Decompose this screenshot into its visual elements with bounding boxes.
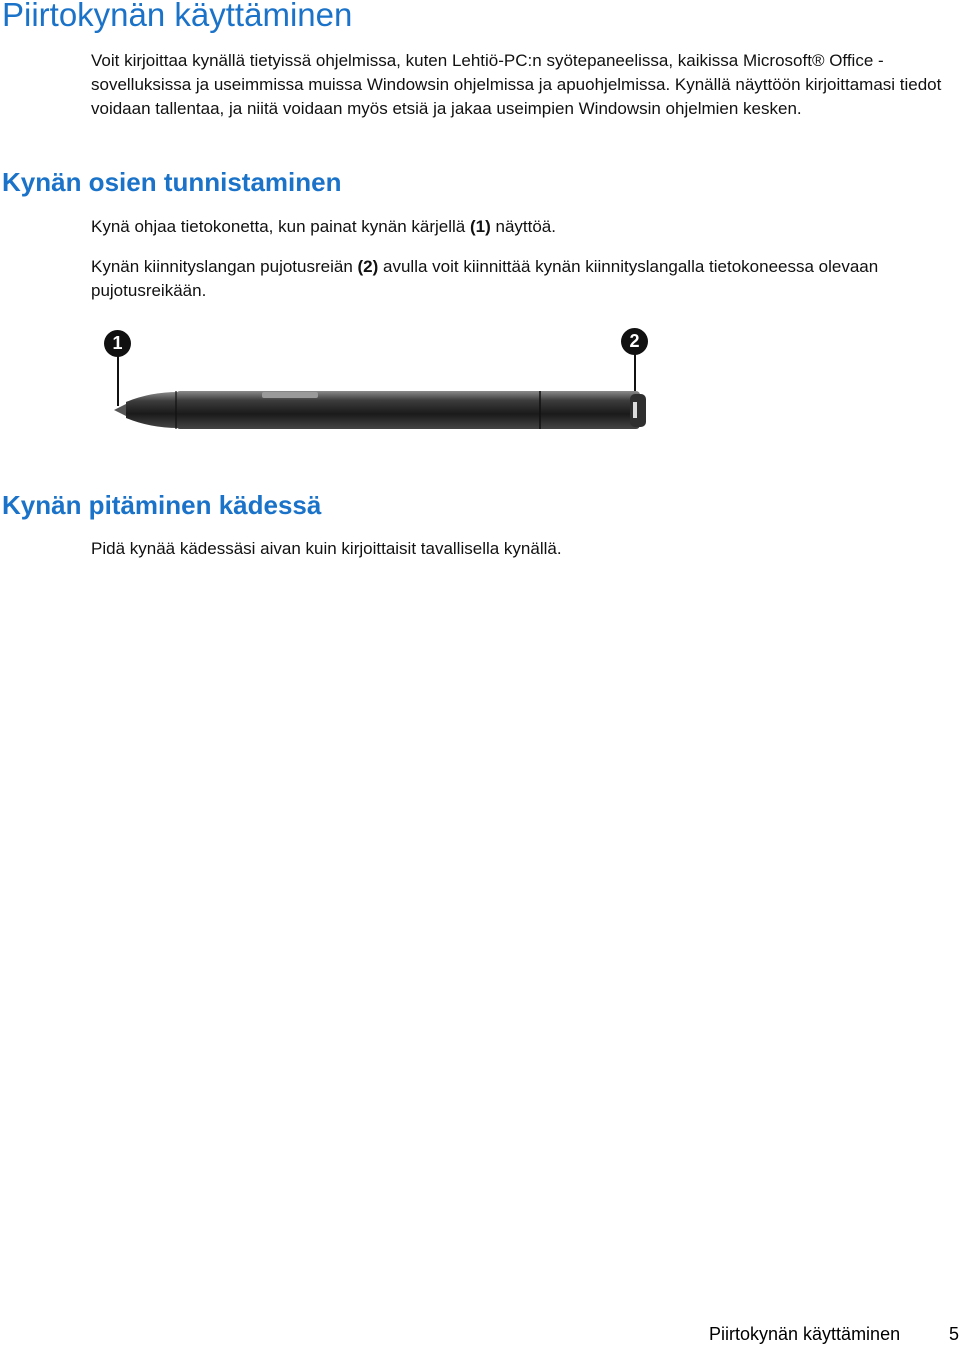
callout-ref-2: (2)	[357, 257, 379, 276]
pen-nose	[126, 392, 178, 428]
pen-illustration	[0, 320, 700, 450]
footer-title: Piirtokynän käyttäminen	[709, 1324, 901, 1344]
holding-pen-paragraph: Pidä kynää kädessäsi aivan kuin kirjoittaisit tavallisella kynällä.	[91, 539, 562, 558]
pen-button	[262, 392, 318, 398]
page-number: 5	[949, 1324, 960, 1344]
text: avulla voit kiinnittää kynän kiinnityslangalla tietokoneessa olevaan pujotusreikään.	[91, 257, 879, 300]
pen-end-cap	[630, 394, 646, 427]
text: Kynän kiinnityslangan pujotusreiän	[91, 257, 358, 276]
intro-paragraph: Voit kirjoittaa kynällä tietyissä ohjelmissa, kuten Lehtiö-PC:n syötepaneelissa, kaikissa Microsoft® Office -sovelluksissa ja useimmissa muissa Windowsin ohjelmissa ja apuohjelmissa. Kynällä näyttöön kirjoittamasi tiedot voidaan tallentaa, ja niitä voidaan myös etsiä ja jakaa useimpien Windowsin ohjelmien kesken.	[91, 51, 942, 118]
text: näyttöä.	[490, 217, 556, 236]
section-heading-pen-parts: Kynän osien tunnistaminen	[2, 167, 342, 197]
pen-figure	[0, 320, 700, 450]
pen-tip-paragraph	[91, 215, 956, 239]
callout-1-badge: 1	[104, 330, 131, 357]
callout-ref-1: (1)	[469, 217, 491, 236]
pen-tip	[114, 404, 126, 416]
callout-2-badge: 2	[621, 328, 648, 355]
pen-barrel	[176, 391, 640, 429]
text: Kynä ohjaa tietokonetta, kun painat kynän kärjellä	[91, 217, 470, 236]
tether-hole-paragraph	[91, 255, 956, 303]
section-heading-holding-pen: Kynän pitäminen kädessä	[2, 490, 322, 520]
page-title: Piirtokynän käyttäminen	[2, 0, 353, 33]
tether-hole	[633, 402, 637, 418]
